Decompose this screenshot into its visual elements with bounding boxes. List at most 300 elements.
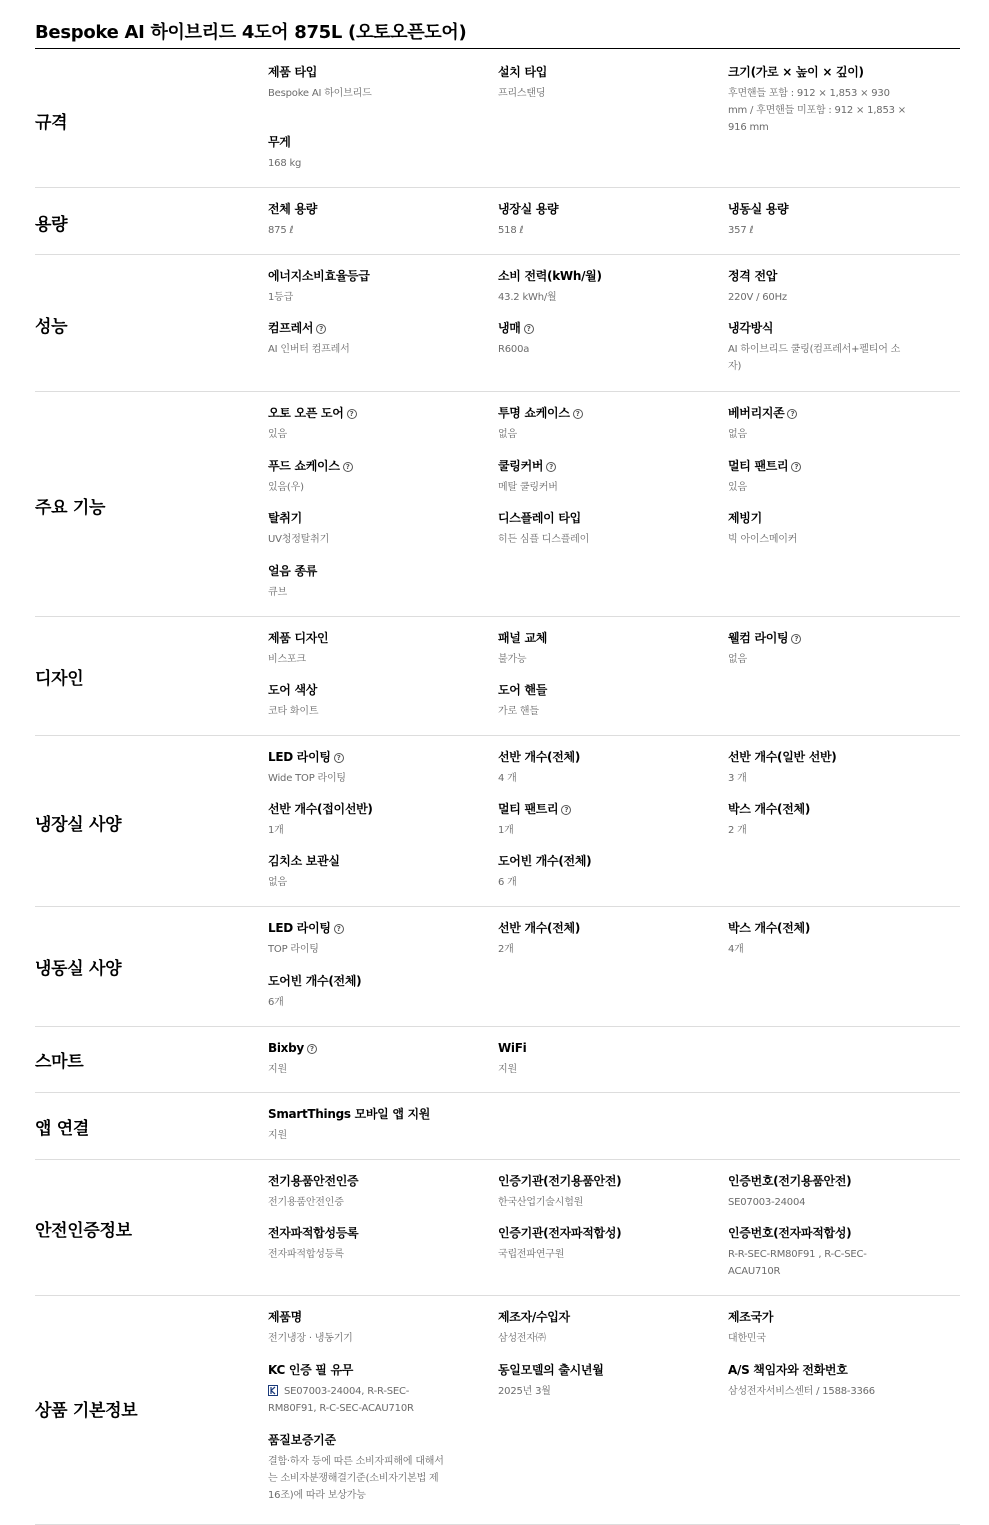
spec-item-value-text: AI 인버터 컴프레서 bbox=[268, 344, 350, 355]
spec-item-label-text: 냉매 bbox=[498, 321, 521, 335]
spec-item-label-text: 냉장실 용량 bbox=[498, 202, 559, 216]
spec-item-label-text: 김치소 보관실 bbox=[268, 854, 340, 868]
spec-item bbox=[268, 563, 448, 601]
spec-item-value-text: 프리스탠딩 bbox=[498, 88, 546, 99]
info-icon[interactable]: ? bbox=[334, 753, 344, 763]
section-label: 냉동실 사양 bbox=[35, 959, 122, 979]
spec-item-label bbox=[498, 1362, 678, 1378]
spec-item-value bbox=[728, 1246, 908, 1280]
section-label: 냉장실 사양 bbox=[35, 815, 122, 835]
spec-item-label bbox=[268, 1040, 448, 1056]
spec-item-value-text: R-R-SEC-RM80F91 , R-C-SEC-ACAU710R bbox=[728, 1249, 867, 1277]
spec-item-value bbox=[268, 1383, 448, 1417]
spec-item-label bbox=[268, 682, 448, 698]
spec-item-value-text: 없음 bbox=[268, 877, 287, 888]
spec-item-value-text: 2개 bbox=[498, 944, 514, 955]
spec-item-label bbox=[498, 853, 678, 869]
spec-item-value-text: Wide TOP 라이팅 bbox=[268, 773, 346, 784]
spec-item bbox=[728, 320, 908, 375]
spec-item-value-text: 4 개 bbox=[498, 773, 517, 784]
spec-item-value-text: 4개 bbox=[728, 944, 744, 955]
spec-item-label-text: 무게 bbox=[268, 135, 291, 149]
spec-item-label-text: 정격 전압 bbox=[728, 269, 778, 283]
spec-item bbox=[498, 268, 678, 306]
spec-item-label-text: 냉각방식 bbox=[728, 321, 774, 335]
spec-item-value bbox=[268, 994, 448, 1011]
spec-item-value-text: 없음 bbox=[728, 429, 747, 440]
spec-item-label bbox=[498, 630, 678, 646]
spec-item bbox=[268, 134, 448, 172]
spec-item-label-text: 동일모델의 출시년월 bbox=[498, 1363, 604, 1377]
spec-section bbox=[35, 907, 960, 1027]
spec-section bbox=[35, 392, 960, 617]
spec-item-value-text: R600a bbox=[498, 344, 530, 355]
spec-item bbox=[268, 920, 448, 958]
spec-item bbox=[268, 1362, 448, 1417]
spec-item-value bbox=[728, 1330, 908, 1347]
spec-item-value bbox=[498, 1383, 678, 1400]
spec-item-value-text: 1개 bbox=[268, 825, 284, 836]
spec-item bbox=[498, 801, 678, 839]
spec-item-label bbox=[498, 268, 678, 284]
spec-item-value-text: SE07003-24004 bbox=[728, 1197, 806, 1208]
spec-item-value-text: 2 개 bbox=[728, 825, 747, 836]
info-icon[interactable]: ? bbox=[343, 462, 353, 472]
spec-section bbox=[35, 1160, 960, 1296]
info-icon[interactable]: ? bbox=[791, 462, 801, 472]
spec-section bbox=[35, 1093, 960, 1160]
spec-item-value bbox=[268, 1330, 448, 1347]
spec-item-value bbox=[728, 426, 908, 443]
spec-item-value bbox=[728, 479, 908, 496]
spec-item-label-text: SmartThings 모바일 앱 지원 bbox=[268, 1107, 431, 1121]
section-label: 디자인 bbox=[35, 669, 84, 689]
spec-item-label-text: 제조국가 bbox=[728, 1310, 774, 1324]
section-label: 앱 연결 bbox=[35, 1119, 89, 1139]
spec-item-label bbox=[498, 64, 678, 80]
info-icon[interactable]: ? bbox=[524, 324, 534, 334]
spec-item-label-text: 소비 전력(kWh/월) bbox=[498, 269, 602, 283]
section-label: 주요 기능 bbox=[35, 498, 106, 518]
spec-item-label bbox=[268, 64, 448, 80]
kc-mark-icon bbox=[268, 1385, 278, 1396]
spec-item bbox=[728, 749, 908, 787]
spec-item-value bbox=[728, 85, 908, 136]
spec-item-value bbox=[268, 822, 448, 839]
spec-item-label bbox=[498, 510, 678, 526]
spec-item-label-text: 탈취기 bbox=[268, 511, 302, 525]
spec-item-value-text: 1등급 bbox=[268, 292, 294, 303]
spec-item-value bbox=[498, 1246, 678, 1263]
spec-item-value-text: 삼성전자서비스센터 / 1588-3366 bbox=[728, 1386, 875, 1397]
spec-item-value-text: 없음 bbox=[498, 429, 517, 440]
spec-item-label-text: 전자파적합성등록 bbox=[268, 1226, 359, 1240]
spec-item-label-text: 얼음 종류 bbox=[268, 564, 318, 578]
spec-item-label-text: 제품 타입 bbox=[268, 65, 318, 79]
spec-item-value bbox=[498, 85, 678, 102]
spec-item-value-text: 후면핸들 포함 : 912 × 1,853 × 930 mm / 후면핸들 미포함 : 912 × 1,853 × 916 mm bbox=[728, 88, 906, 133]
spec-item bbox=[268, 973, 448, 1011]
spec-section bbox=[35, 50, 960, 188]
info-icon[interactable]: ? bbox=[561, 805, 571, 815]
spec-item-value bbox=[728, 1194, 908, 1211]
spec-item-value-text: 큐브 bbox=[268, 587, 287, 598]
spec-item-value-text: 비스포크 bbox=[268, 654, 306, 665]
spec-item-label bbox=[268, 134, 448, 150]
spec-item-value bbox=[728, 1383, 908, 1400]
spec-item-label-text: 인증번호(전자파적합성) bbox=[728, 1226, 852, 1240]
spec-item-value bbox=[268, 874, 448, 891]
spec-item-label-text: 전체 용량 bbox=[268, 202, 318, 216]
spec-item-value bbox=[498, 289, 678, 306]
spec-item-value bbox=[268, 1194, 448, 1211]
spec-item-label-text: LED 라이팅 bbox=[268, 921, 331, 935]
spec-item-label bbox=[728, 64, 908, 80]
section-label: 용량 bbox=[35, 215, 68, 235]
spec-section bbox=[35, 617, 960, 736]
spec-item-label-text: KC 인증 필 유무 bbox=[268, 1363, 354, 1377]
spec-item-value bbox=[498, 479, 678, 496]
spec-item-label-text: 푸드 쇼케이스 bbox=[268, 459, 340, 473]
spec-item-label-text: 박스 개수(전체) bbox=[728, 921, 810, 935]
spec-item-label-text: 제빙기 bbox=[728, 511, 762, 525]
spec-item-value-text: 불가능 bbox=[498, 654, 527, 665]
spec-item-label bbox=[498, 1040, 678, 1056]
spec-item-value bbox=[728, 289, 908, 306]
spec-item-value bbox=[498, 770, 678, 787]
spec-item-value-text: TOP 라이팅 bbox=[268, 944, 319, 955]
spec-item-label-text: 도어빈 개수(전체) bbox=[268, 974, 362, 988]
section-label: 성능 bbox=[35, 317, 68, 337]
spec-item-value bbox=[268, 703, 448, 720]
spec-item-value-text: 전기용품안전인증 bbox=[268, 1197, 344, 1208]
page-title: Bespoke AI 하이브리드 4도어 875L (오토오픈도어) bbox=[35, 22, 467, 43]
spec-item bbox=[268, 801, 448, 839]
spec-item-value bbox=[268, 341, 448, 358]
spec-item bbox=[498, 1362, 678, 1400]
spec-item-value-text: UV청정탈취기 bbox=[268, 534, 330, 545]
spec-item bbox=[498, 1225, 678, 1263]
spec-item-value-text: 6 개 bbox=[498, 877, 517, 888]
spec-item-label bbox=[498, 1173, 678, 1189]
info-icon[interactable]: ? bbox=[546, 462, 556, 472]
spec-item bbox=[728, 510, 908, 548]
spec-item-value-text: 있음(우) bbox=[268, 482, 304, 493]
spec-item-value-text: 코타 화이트 bbox=[268, 706, 319, 717]
spec-item-label bbox=[268, 563, 448, 579]
spec-item-label-text: WiFi bbox=[498, 1041, 527, 1055]
spec-item-label-text: 품질보증기준 bbox=[268, 1433, 336, 1447]
spec-item-value-text: 875 ℓ bbox=[268, 225, 294, 236]
spec-item-value bbox=[498, 531, 678, 548]
spec-item-value-text: 메탈 쿨링커버 bbox=[498, 482, 558, 493]
spec-item bbox=[498, 1173, 678, 1211]
spec-item-value bbox=[728, 531, 908, 548]
spec-item-value-text: 전기냉장 · 냉동기기 bbox=[268, 1333, 353, 1344]
spec-item-value-text: 518 ℓ bbox=[498, 225, 524, 236]
spec-item-label-text: 쿨링커버 bbox=[498, 459, 544, 473]
spec-item-value bbox=[268, 531, 448, 548]
spec-item-label-text: 인증기관(전기용품안전) bbox=[498, 1174, 622, 1188]
spec-item-label-text: 멀티 팬트리 bbox=[728, 459, 789, 473]
spec-item-label bbox=[728, 801, 908, 817]
spec-item-value-text: 대한민국 bbox=[728, 1333, 766, 1344]
info-icon[interactable]: ? bbox=[307, 1044, 317, 1054]
info-icon[interactable]: ? bbox=[791, 634, 801, 644]
section-label: 상품 기본정보 bbox=[35, 1401, 138, 1421]
spec-section bbox=[35, 1296, 960, 1525]
spec-item-label bbox=[498, 201, 678, 217]
spec-item-label bbox=[728, 749, 908, 765]
spec-item-label-text: 냉동실 용량 bbox=[728, 202, 789, 216]
spec-item-value-text: 히든 심플 디스플레이 bbox=[498, 534, 590, 545]
spec-item bbox=[728, 405, 908, 443]
spec-item-label bbox=[498, 749, 678, 765]
spec-item bbox=[268, 1432, 448, 1504]
spec-item-label-text: 투명 쇼케이스 bbox=[498, 406, 570, 420]
spec-item-label-text: 에너지소비효율등급 bbox=[268, 269, 370, 283]
spec-item-value bbox=[728, 941, 908, 958]
spec-item bbox=[498, 630, 678, 668]
info-icon[interactable]: ? bbox=[316, 324, 326, 334]
spec-item-label bbox=[728, 920, 908, 936]
spec-item-value-text: 357 ℓ bbox=[728, 225, 754, 236]
spec-item-label bbox=[728, 630, 908, 646]
spec-item bbox=[728, 1309, 908, 1347]
spec-item-value bbox=[498, 426, 678, 443]
spec-item-label-text: 도어 색상 bbox=[268, 683, 318, 697]
spec-item-value-text: 있음 bbox=[268, 429, 287, 440]
spec-item bbox=[268, 510, 448, 548]
spec-item-value bbox=[268, 770, 448, 787]
spec-item-label bbox=[728, 1362, 908, 1378]
spec-item-label bbox=[268, 458, 448, 474]
spec-item-value-text: 삼성전자㈜ bbox=[498, 1333, 546, 1344]
spec-section bbox=[35, 736, 960, 907]
spec-item-label bbox=[268, 268, 448, 284]
spec-item-label bbox=[728, 268, 908, 284]
spec-item-label bbox=[268, 405, 448, 421]
spec-item-label bbox=[498, 320, 678, 336]
spec-item-value-text: 빅 아이스메이커 bbox=[728, 534, 798, 545]
spec-item-label-text: 패널 교체 bbox=[498, 631, 548, 645]
spec-item bbox=[268, 268, 448, 306]
spec-item bbox=[498, 510, 678, 548]
spec-item-label-text: 선반 개수(전체) bbox=[498, 921, 580, 935]
spec-item-label bbox=[268, 1225, 448, 1241]
spec-item bbox=[728, 920, 908, 958]
spec-item-label-text: 선반 개수(일반 선반) bbox=[728, 750, 837, 764]
spec-item bbox=[268, 458, 448, 496]
spec-item bbox=[268, 64, 448, 102]
spec-item-label-text: 설치 타입 bbox=[498, 65, 548, 79]
spec-item-value bbox=[268, 222, 448, 239]
spec-item-value-text: 없음 bbox=[728, 654, 747, 665]
spec-item-label-text: 도어 핸들 bbox=[498, 683, 548, 697]
info-icon[interactable]: ? bbox=[347, 409, 357, 419]
spec-item-value bbox=[268, 1453, 448, 1504]
spec-item-value-text: 가로 핸들 bbox=[498, 706, 539, 717]
spec-item-label bbox=[268, 510, 448, 526]
spec-item-label bbox=[498, 682, 678, 698]
spec-item-value bbox=[498, 874, 678, 891]
spec-item-value bbox=[728, 822, 908, 839]
spec-item-value bbox=[498, 1330, 678, 1347]
spec-item-label-text: 컴프레서 bbox=[268, 321, 314, 335]
spec-item-label-text: Bixby bbox=[268, 1041, 304, 1055]
spec-item-label bbox=[498, 920, 678, 936]
spec-item bbox=[268, 1173, 448, 1211]
spec-item-label bbox=[498, 1225, 678, 1241]
spec-item-value bbox=[268, 479, 448, 496]
spec-item-value-text: 국립전파연구원 bbox=[498, 1249, 565, 1260]
spec-section bbox=[35, 188, 960, 255]
spec-item bbox=[728, 268, 908, 306]
spec-item-value bbox=[728, 341, 908, 375]
spec-item bbox=[268, 682, 448, 720]
spec-item-value bbox=[268, 1127, 448, 1144]
title-divider bbox=[35, 48, 960, 49]
spec-section bbox=[35, 1027, 960, 1093]
spec-item bbox=[268, 405, 448, 443]
spec-item-value-text: 43.2 kWh/월 bbox=[498, 292, 557, 303]
info-icon[interactable]: ? bbox=[787, 409, 797, 419]
spec-item-label bbox=[268, 320, 448, 336]
spec-item-value-text: 220V / 60Hz bbox=[728, 292, 787, 303]
spec-item-label bbox=[498, 1309, 678, 1325]
spec-item-label-text: 전기용품안전인증 bbox=[268, 1174, 359, 1188]
spec-section bbox=[35, 255, 960, 392]
spec-item bbox=[498, 458, 678, 496]
spec-item bbox=[728, 64, 908, 136]
spec-item-label-text: A/S 책임자와 전화번호 bbox=[728, 1363, 848, 1377]
spec-item-value bbox=[268, 651, 448, 668]
spec-item-value-text: Bespoke AI 하이브리드 bbox=[268, 88, 372, 99]
spec-item bbox=[728, 1173, 908, 1211]
spec-item-value-text: 결함·하자 등에 따른 소비자피해에 대해서는 소비자분쟁해결기준(소비자기본법 제16조)에 따라 보상가능 bbox=[268, 1456, 444, 1501]
spec-item bbox=[268, 630, 448, 668]
spec-item bbox=[498, 682, 678, 720]
spec-item-label bbox=[728, 458, 908, 474]
spec-item-value-text: 지원 bbox=[268, 1064, 287, 1075]
spec-item-value bbox=[268, 155, 448, 172]
spec-item bbox=[268, 1106, 448, 1144]
spec-item bbox=[498, 920, 678, 958]
spec-item-label bbox=[268, 1432, 448, 1448]
spec-item-value bbox=[498, 651, 678, 668]
spec-item-value bbox=[728, 651, 908, 668]
spec-item-label-text: 웰컴 라이팅 bbox=[728, 631, 789, 645]
spec-item bbox=[498, 1040, 678, 1078]
spec-item-value-text: 1개 bbox=[498, 825, 514, 836]
spec-item-value bbox=[728, 770, 908, 787]
spec-item-value bbox=[268, 85, 448, 102]
spec-item-value-text: 전자파적합성등록 bbox=[268, 1249, 344, 1260]
spec-item-label-text: 오토 오픈 도어 bbox=[268, 406, 344, 420]
spec-item-value bbox=[268, 426, 448, 443]
spec-item-label bbox=[268, 630, 448, 646]
spec-item bbox=[498, 1309, 678, 1347]
spec-item-label bbox=[268, 749, 448, 765]
spec-item-label bbox=[498, 458, 678, 474]
spec-item-label-text: 멀티 팬트리 bbox=[498, 802, 559, 816]
info-icon[interactable]: ? bbox=[334, 924, 344, 934]
spec-item-value bbox=[268, 1061, 448, 1078]
spec-item bbox=[268, 1040, 448, 1078]
spec-item bbox=[728, 801, 908, 839]
spec-item-value-text: SE07003-24004, R-R-SEC-RM80F91, R-C-SEC-ACAU710R bbox=[268, 1386, 414, 1414]
spec-item-label-text: 제조자/수입자 bbox=[498, 1310, 570, 1324]
info-icon[interactable]: ? bbox=[573, 409, 583, 419]
spec-item bbox=[268, 1309, 448, 1347]
spec-item bbox=[498, 749, 678, 787]
spec-item-label bbox=[268, 1309, 448, 1325]
spec-item-label bbox=[728, 405, 908, 421]
spec-item-label bbox=[728, 1225, 908, 1241]
spec-item-value bbox=[498, 703, 678, 720]
spec-item-label bbox=[728, 201, 908, 217]
spec-item bbox=[498, 201, 678, 239]
spec-item bbox=[728, 458, 908, 496]
spec-item-value bbox=[498, 1194, 678, 1211]
section-label: 스마트 bbox=[35, 1052, 84, 1072]
spec-item-label-text: 크기(가로 × 높이 × 깊이) bbox=[728, 65, 864, 79]
spec-item-value-text: 지원 bbox=[498, 1064, 517, 1075]
spec-item bbox=[498, 64, 678, 102]
spec-item bbox=[728, 201, 908, 239]
spec-item-label bbox=[498, 801, 678, 817]
spec-item-label bbox=[268, 1106, 448, 1122]
spec-item-label-text: 선반 개수(전체) bbox=[498, 750, 580, 764]
spec-item-label bbox=[268, 1362, 448, 1378]
spec-item-label-text: 디스플레이 타입 bbox=[498, 511, 581, 525]
spec-item-label-text: 베버리지존 bbox=[728, 406, 785, 420]
spec-item-label bbox=[268, 920, 448, 936]
section-label: 안전인증정보 bbox=[35, 1221, 132, 1241]
spec-item-label bbox=[498, 405, 678, 421]
spec-item-value bbox=[498, 1061, 678, 1078]
spec-item-label-text: 도어빈 개수(전체) bbox=[498, 854, 592, 868]
spec-item-value bbox=[498, 341, 678, 358]
spec-item-label bbox=[268, 1173, 448, 1189]
spec-item-value-text: 168 kg bbox=[268, 158, 302, 169]
spec-item bbox=[728, 1225, 908, 1280]
spec-item bbox=[268, 749, 448, 787]
spec-item-label bbox=[268, 201, 448, 217]
spec-item-value-text: 지원 bbox=[268, 1130, 287, 1141]
spec-item-label bbox=[728, 1309, 908, 1325]
spec-item-label bbox=[728, 510, 908, 526]
spec-item-value-text: AI 하이브리드 쿨링(컴프레서+펠티어 소자) bbox=[728, 344, 901, 372]
spec-item-label-text: 제품 디자인 bbox=[268, 631, 329, 645]
spec-item-value bbox=[498, 822, 678, 839]
section-label: 규격 bbox=[35, 113, 68, 133]
spec-item bbox=[268, 1225, 448, 1263]
spec-item-value bbox=[728, 222, 908, 239]
spec-item bbox=[728, 1362, 908, 1400]
spec-item-label bbox=[728, 1173, 908, 1189]
spec-item-value bbox=[498, 222, 678, 239]
spec-item-label-text: 제품명 bbox=[268, 1310, 302, 1324]
spec-item bbox=[268, 320, 448, 358]
spec-item-value bbox=[498, 941, 678, 958]
spec-item-value-text: 있음 bbox=[728, 482, 747, 493]
spec-item-value-text: 6개 bbox=[268, 997, 284, 1008]
spec-item-label-text: 인증번호(전기용품안전) bbox=[728, 1174, 852, 1188]
spec-item-value bbox=[268, 1246, 448, 1263]
spec-item-label-text: 인증기관(전자파적합성) bbox=[498, 1226, 622, 1240]
spec-item-label bbox=[268, 801, 448, 817]
